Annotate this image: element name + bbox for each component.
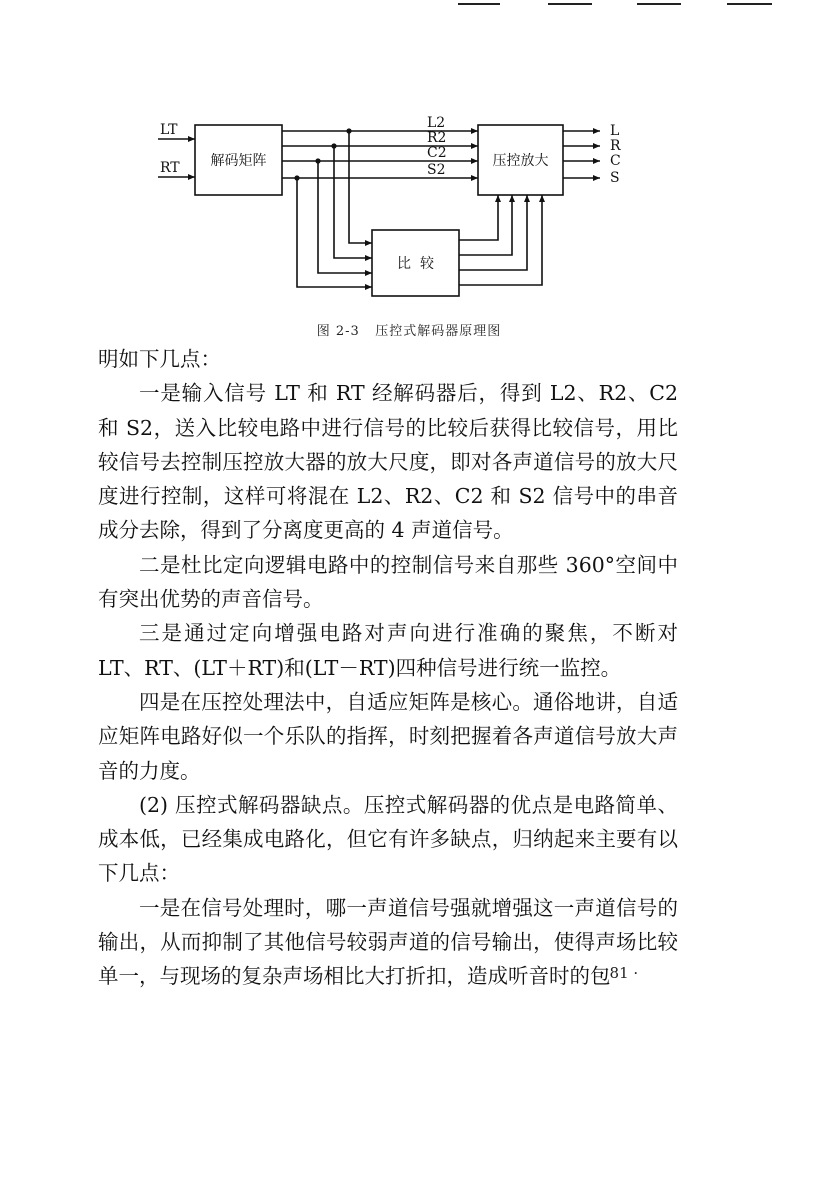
paragraph-4: 三是通过定向增强电路对声向进行准确的聚焦，不断对 LT、RT、(LT＋RT)和(LT－RT)四种信号进行统一监控。 — [98, 621, 678, 680]
paragraph-3: 二是杜比定向逻辑电路中的控制信号来自那些 360°空间中有突出优势的声音信号。 — [98, 552, 678, 612]
bus-label-c2: C2 — [427, 145, 447, 161]
bus-label-l2: L2 — [427, 115, 446, 131]
output-label-s: S — [610, 170, 620, 186]
decoder-matrix-label: 解码矩阵 — [210, 153, 267, 169]
bus-label-r2: R2 — [427, 130, 447, 146]
paragraph-6: (2) 压控式解码器缺点。压控式解码器的优点是电路简单、成本低，已经集成电路化，但它有许多缺点，归纳起来主要有以下几点： — [98, 792, 678, 886]
paragraph-7: 一是在信号处理时，哪一声道信号强就增强这一声道信号的输出，从而抑制了其他信号较弱声道的信号输出，使得声场比较单一，与现场的复杂声场相比大打折扣，造成听音时的包 — [98, 895, 678, 989]
paragraph-1: 明如下几点： — [98, 347, 221, 371]
body-text — [98, 342, 678, 994]
paragraph-2: 一是输入信号 LT 和 RT 经解码器后，得到 L2、R2、C2 和 S2，送入比较电路中进行信号的比较后获得比较信号，用比较信号去控制压控放大器的放大尺度，即对各声道信号的放大尺度进行控制，这样可将混在 L2、R2、C2 和 S2 信号中的串音成分去除，得到了分离度更高的 4 声道信号。 — [98, 381, 678, 543]
input-label-lt: LT — [160, 122, 178, 138]
output-label-l: L — [610, 123, 620, 139]
junction-l2 — [346, 128, 351, 133]
control-line-2 — [459, 195, 512, 255]
figure-caption: 图 2-3 压控式解码器原理图 — [316, 324, 502, 339]
compare-label: 比 较 — [397, 256, 434, 272]
output-label-r: R — [610, 138, 621, 154]
page-number: · 81 · — [600, 964, 639, 982]
control-line-3 — [459, 195, 527, 270]
junction-s2 — [294, 175, 299, 180]
paragraph-5: 四是在压控处理法中，自适应矩阵是核心。通俗地讲，自适应矩阵电路好似一个乐队的指挥，时刻把握着各声道信号放大声音的力度。 — [98, 689, 678, 783]
output-label-c: C — [610, 153, 621, 169]
bus-label-s2: S2 — [427, 162, 446, 178]
decoder-block-diagram — [0, 0, 818, 320]
input-label-rt: RT — [160, 160, 180, 176]
junction-c2 — [315, 158, 320, 163]
vca-label: 压控放大 — [492, 153, 549, 169]
feed-line-r2 — [334, 146, 372, 258]
control-line-1 — [459, 195, 498, 240]
feed-line-l2 — [349, 131, 372, 243]
junction-r2 — [331, 143, 336, 148]
